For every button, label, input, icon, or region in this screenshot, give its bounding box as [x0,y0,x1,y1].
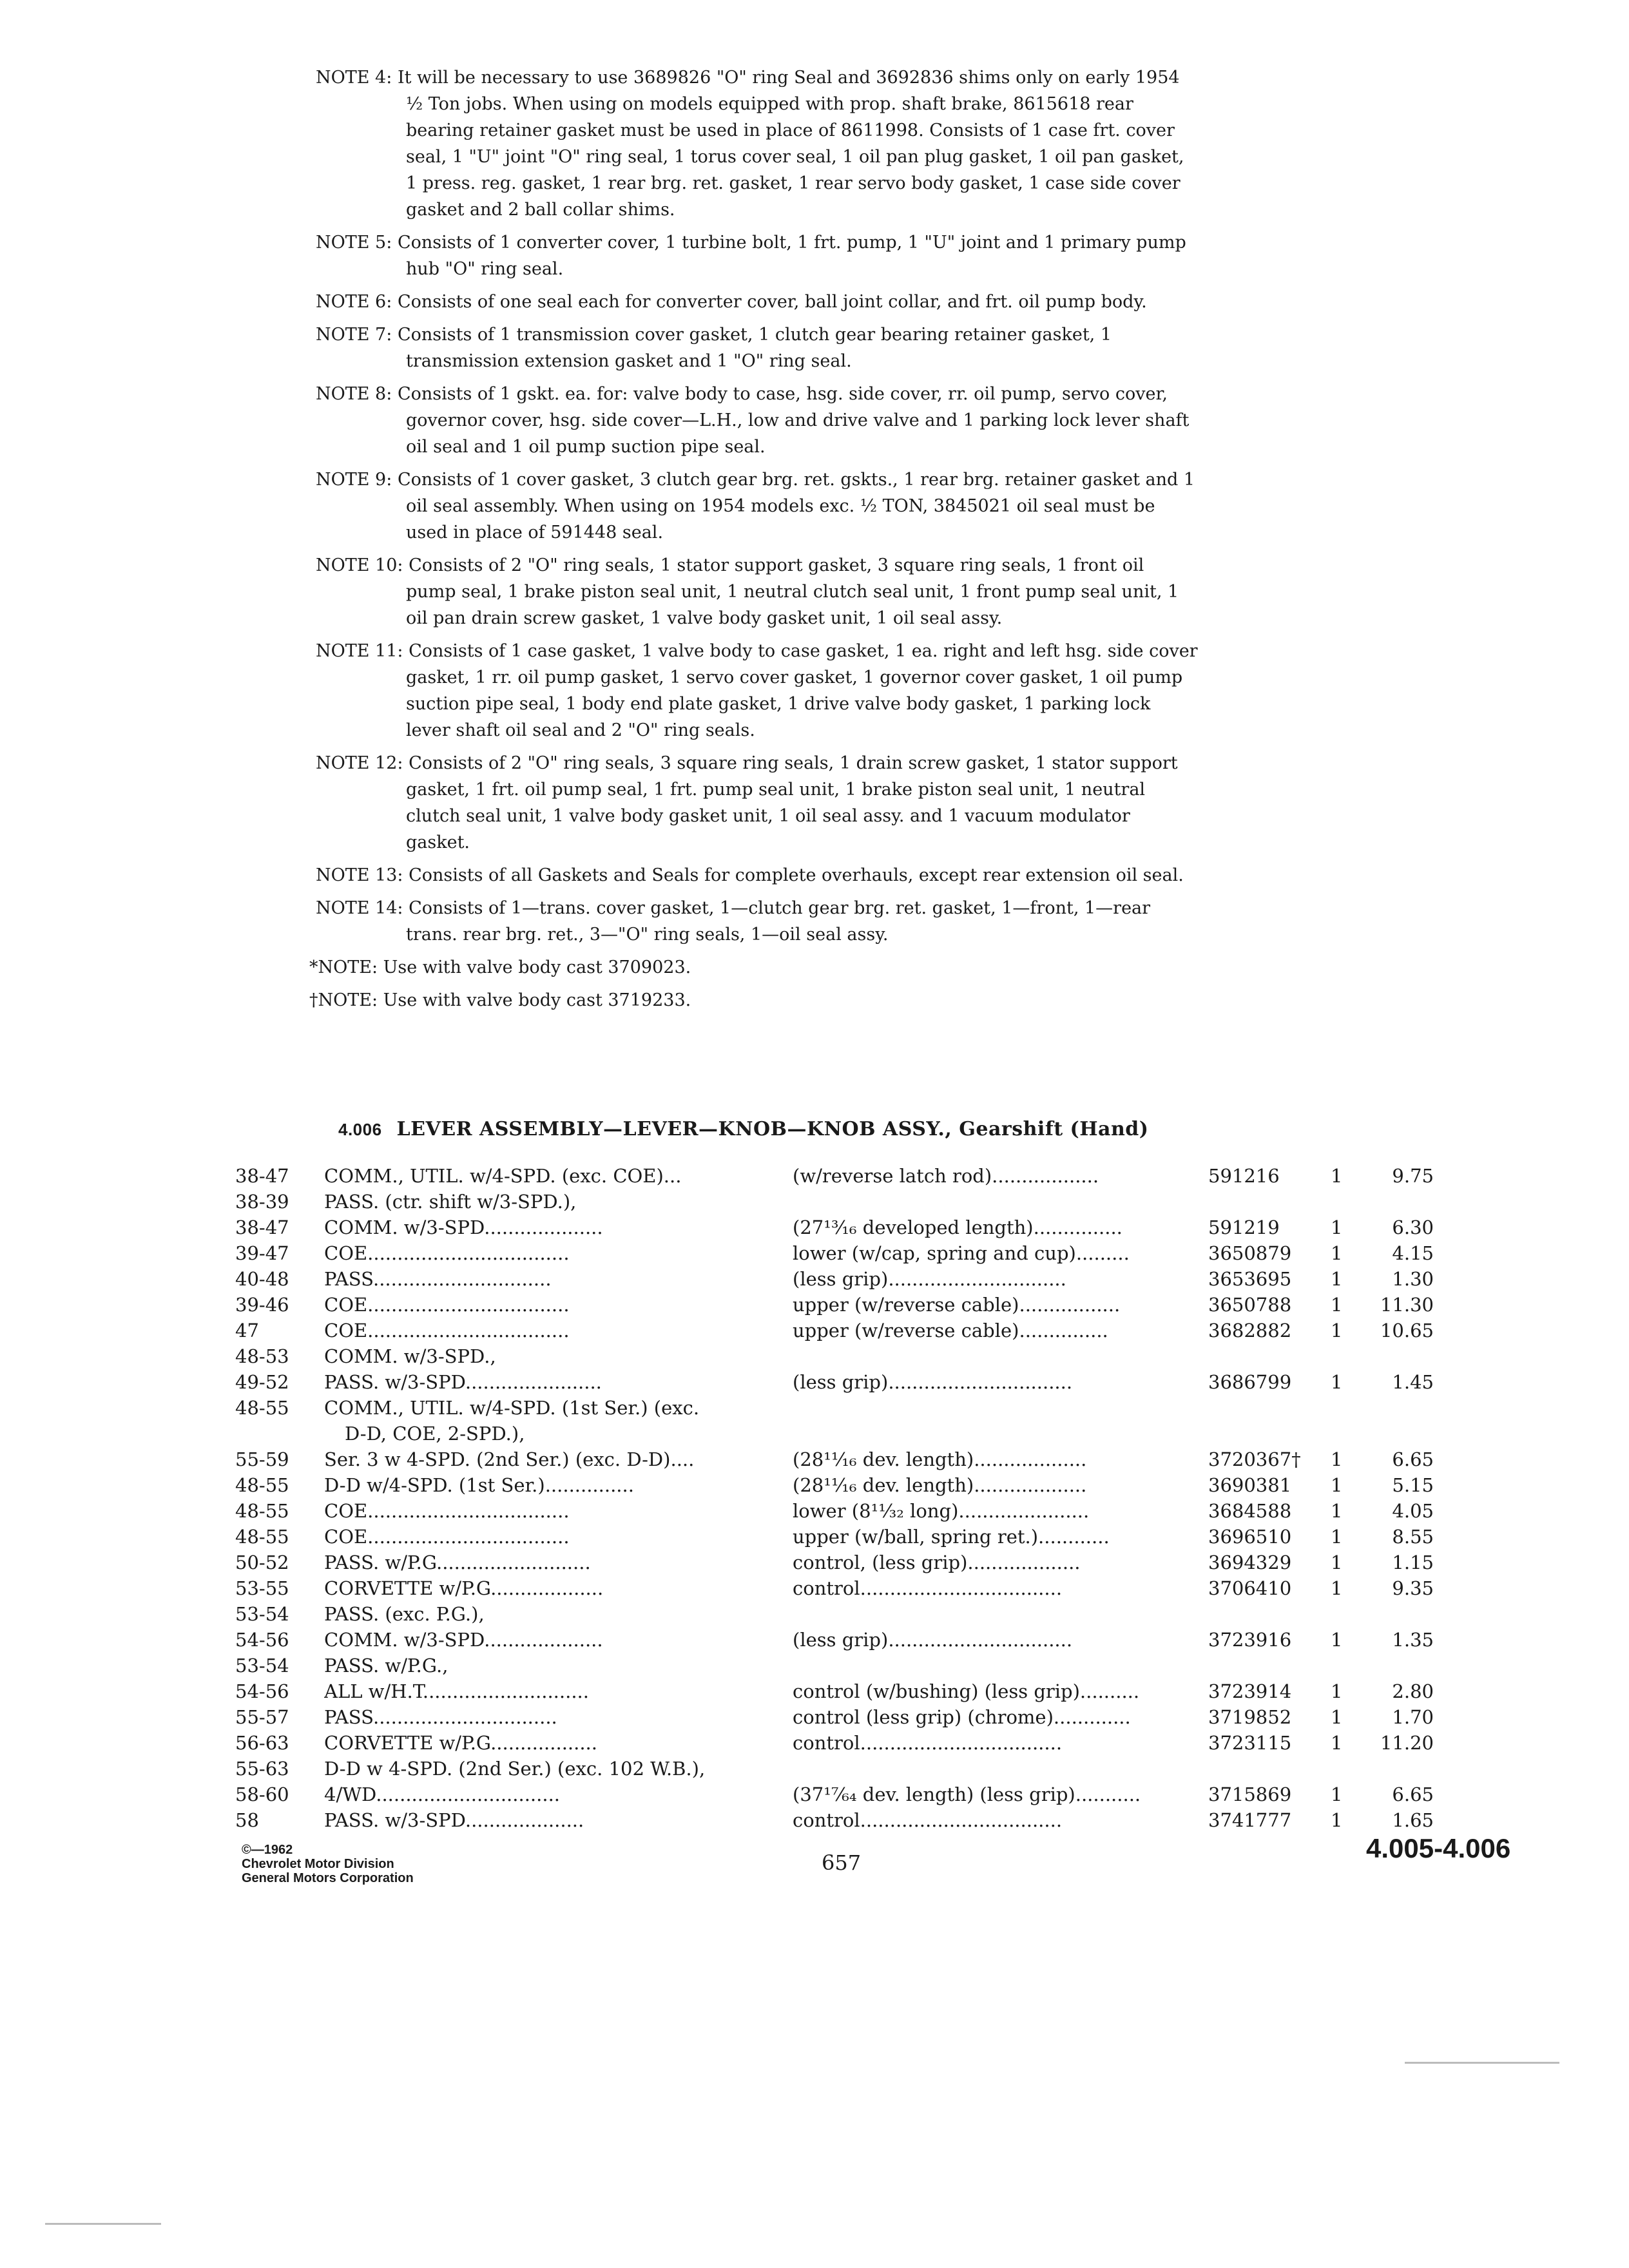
table-row [235,1421,1434,1446]
table-row [235,1472,1434,1498]
row-model: PASS. (exc. P.G.), [324,1603,485,1625]
row-quantity: 1 [1331,1500,1343,1522]
row-years: 39-47 [235,1242,289,1264]
row-quantity: 1 [1331,1680,1343,1702]
row-model: COMM. w/3-SPD.................... [324,1629,603,1651]
row-part-number: 3682882 [1208,1320,1292,1341]
row-years: 40-48 [235,1268,289,1290]
table-row [235,1395,1434,1421]
row-part-number: 3723916 [1208,1629,1292,1651]
copyright-block [242,1843,414,1885]
table-row [235,1730,1434,1756]
row-years: 47 [235,1320,259,1341]
note-item [316,289,1199,315]
row-description: (less grip)............................... [793,1371,1073,1393]
note-text: Use with valve body cast 3709023. [383,957,691,977]
row-part-number: 3696510 [1208,1526,1292,1548]
table-row [235,1240,1434,1266]
row-part-number: 3650788 [1208,1294,1292,1316]
row-description: lower (8¹¹⁄₃₂ long)...................... [793,1500,1090,1522]
row-description: upper (w/reverse cable)............... [793,1320,1108,1341]
note-text: Consists of 1 cover gasket, 3 clutch gear brg. ret. gskts., 1 rear brg. retainer gasket and 1 oil seal assembly. When using on 1954 models exc. ½ TON, 3845021 oil seal must be used in place of 591448 seal. [397,470,1195,543]
note-label: NOTE 5: [316,233,392,253]
row-years: 48-53 [235,1345,289,1367]
row-years: 54-56 [235,1680,289,1702]
note-item [316,895,1199,948]
row-price: 1.15 [1392,1552,1434,1573]
row-model: D-D, COE, 2-SPD.), [345,1423,525,1445]
row-quantity: 1 [1331,1552,1343,1573]
row-description: control.................................. [793,1577,1063,1599]
row-years: 56-63 [235,1732,289,1754]
row-description: control (w/bushing) (less grip).......... [793,1680,1140,1702]
row-part-number: 3706410 [1208,1577,1292,1599]
note-text: Consists of one seal each for converter cover, ball joint collar, and frt. oil pump body. [397,292,1147,312]
row-part-number: 3719852 [1208,1706,1292,1728]
row-price: 8.55 [1392,1526,1434,1548]
row-description: (37¹⁷⁄₆₄ dev. length) (less grip)........... [793,1783,1141,1805]
row-part-number: 3723115 [1208,1732,1292,1754]
note-text: It will be necessary to use 3689826 "O" ring Seal and 3692836 shims only on early 1954 ½ Ton jobs. When using on models equipped with prop. shaft brake, 8615618 rear bearing retainer gasket must be used in place of 8611998. Consists of 1 case frt. cover seal, 1 "U" joint "O" ring seal, 1 torus cover seal, 1 oil pan plug gasket, 1 oil pan gasket, 1 press. reg. gasket, 1 rear brg. ret. gasket, 1 rear servo body gasket, 1 case side cover gasket and 2 ball collar shims. [397,68,1184,220]
row-part-number: 591216 [1208,1165,1280,1187]
row-price: 1.30 [1392,1268,1434,1290]
row-price: 4.15 [1392,1242,1434,1264]
row-years: 48-55 [235,1397,289,1419]
row-description: control (less grip) (chrome)............. [793,1706,1131,1728]
table-row [235,1756,1434,1782]
table-row [235,1524,1434,1550]
note-item [309,987,1199,1014]
note-label: NOTE 11: [316,641,403,661]
table-row [235,1550,1434,1575]
notes-block [309,64,1199,1020]
row-quantity: 1 [1331,1474,1343,1496]
row-description: (28¹¹⁄₁₆ dev. length)................... [793,1474,1087,1496]
row-description: upper (w/reverse cable)................. [793,1294,1121,1316]
row-years: 53-54 [235,1655,289,1677]
row-description: (less grip).............................. [793,1268,1066,1290]
row-years: 48-55 [235,1474,289,1496]
row-quantity: 1 [1331,1783,1343,1805]
note-label: NOTE 7: [316,325,392,345]
row-years: 58 [235,1809,259,1831]
note-text: Consists of 2 "O" ring seals, 1 stator support gasket, 3 square ring seals, 1 front oil pump seal, 1 brake piston seal unit, 1 neutral clutch seal unit, 1 front pump seal unit, 1 oil pan drain screw gasket, 1 valve body gasket unit, 1 oil seal assy. [406,555,1179,628]
row-years: 38-47 [235,1216,289,1238]
table-row [235,1653,1434,1678]
row-model: PASS.............................. [324,1268,552,1290]
note-item [316,229,1199,282]
row-years: 55-63 [235,1758,289,1780]
section-heading [338,1118,1148,1140]
note-text: Consists of 1 transmission cover gasket, 1 clutch gear bearing retainer gasket, 1 transmission extension gasket and 1 "O" ring seal. [397,325,1112,371]
row-price: 1.35 [1392,1629,1434,1651]
row-years: 58-60 [235,1783,289,1805]
table-row [235,1343,1434,1369]
row-model: PASS. w/3-SPD....................... [324,1371,602,1393]
row-years: 39-46 [235,1294,289,1316]
note-label: †NOTE: [309,990,378,1010]
row-part-number: 3690381 [1208,1474,1292,1496]
row-years: 53-54 [235,1603,289,1625]
note-label: NOTE 6: [316,292,392,312]
note-item [316,322,1199,374]
row-part-number: 3653695 [1208,1268,1292,1290]
row-part-number: 3650879 [1208,1242,1292,1264]
row-model: PASS. w/3-SPD.................... [324,1809,584,1831]
row-quantity: 1 [1331,1268,1343,1290]
row-model: Ser. 3 w 4-SPD. (2nd Ser.) (exc. D-D).... [324,1448,695,1470]
row-model: D-D w/4-SPD. (1st Ser.)............... [324,1474,634,1496]
row-model: COE.................................. [324,1320,570,1341]
note-text: Consists of 2 "O" ring seals, 3 square ring seals, 1 drain screw gasket, 1 stator support gasket, 1 frt. oil pump seal, 1 frt. pump seal unit, 1 brake piston seal unit, 1 neutral clutch seal unit, 1 valve body gasket unit, 1 oil seal assy. and 1 vacuum modulator gasket. [406,753,1178,852]
row-price: 2.80 [1392,1680,1434,1702]
row-years: 55-57 [235,1706,289,1728]
note-item [316,638,1199,744]
row-model: COE.................................. [324,1242,570,1264]
division-name: Chevrolet Motor Division [242,1857,394,1871]
note-item [316,64,1199,223]
row-description: (27¹³⁄₁₆ developed length)............... [793,1216,1123,1238]
section-number: 4.006 [338,1120,382,1139]
row-part-number: 3715869 [1208,1783,1292,1805]
row-part-number: 3720367† [1208,1448,1301,1470]
note-item [316,862,1199,889]
table-row [235,1782,1434,1807]
row-description: (less grip)............................... [793,1629,1073,1651]
row-model: ALL w/H.T............................ [324,1680,589,1702]
row-quantity: 1 [1331,1294,1343,1316]
row-price: 10.65 [1380,1320,1434,1341]
row-price: 6.30 [1392,1216,1434,1238]
row-model: PASS. w/P.G., [324,1655,448,1677]
table-row [235,1601,1434,1627]
row-description: (w/reverse latch rod).................. [793,1165,1099,1187]
note-item [316,381,1199,460]
row-quantity: 1 [1331,1216,1343,1238]
row-description: control.................................. [793,1809,1063,1831]
row-quantity: 1 [1331,1320,1343,1341]
row-model: COMM. w/3-SPD., [324,1345,496,1367]
note-label: NOTE 8: [316,384,392,404]
note-item [316,750,1199,856]
note-label: NOTE 12: [316,753,403,773]
page-number: 657 [822,1850,862,1875]
row-quantity: 1 [1331,1242,1343,1264]
table-row [235,1369,1434,1395]
scan-speck [45,2223,161,2225]
row-years: 49-52 [235,1371,289,1393]
row-price: 6.65 [1392,1448,1434,1470]
parts-table [235,1163,1434,1833]
note-item [316,466,1199,546]
row-part-number: 3694329 [1208,1552,1292,1573]
row-description: (28¹¹⁄₁₆ dev. length)................... [793,1448,1087,1470]
row-model: CORVETTE w/P.G................... [324,1577,604,1599]
table-row [235,1189,1434,1215]
row-model: COE.................................. [324,1294,570,1316]
row-years: 38-47 [235,1165,289,1187]
row-years: 55-59 [235,1448,289,1470]
row-quantity: 1 [1331,1165,1343,1187]
row-price: 5.15 [1392,1474,1434,1496]
row-price: 9.35 [1392,1577,1434,1599]
note-text: Consists of 1—trans. cover gasket, 1—clutch gear brg. ret. gasket, 1—front, 1—rear trans. rear brg. ret., 3—"O" ring seals, 1—oil seal assy. [406,898,1151,945]
row-description: control, (less grip)................... [793,1552,1081,1573]
row-model: CORVETTE w/P.G.................. [324,1732,597,1754]
row-model: COE.................................. [324,1500,570,1522]
table-row [235,1446,1434,1472]
note-text: Consists of 1 gskt. ea. for: valve body to case, hsg. side cover, rr. oil pump, servo cover, governor cover, hsg. side cover—L.H., low and drive valve and 1 parking lock lever shaft oil seal and 1 oil pump suction pipe seal. [397,384,1190,457]
note-label: NOTE 10: [316,555,403,575]
row-part-number: 3741777 [1208,1809,1292,1831]
table-row [235,1704,1434,1730]
table-row [235,1575,1434,1601]
row-quantity: 1 [1331,1448,1343,1470]
table-row [235,1318,1434,1343]
row-quantity: 1 [1331,1809,1343,1831]
row-price: 4.05 [1392,1500,1434,1522]
row-model: COMM. w/3-SPD.................... [324,1216,603,1238]
row-quantity: 1 [1331,1371,1343,1393]
note-label: NOTE 13: [316,865,403,885]
row-quantity: 1 [1331,1629,1343,1651]
row-model: D-D w 4-SPD. (2nd Ser.) (exc. 102 W.B.), [324,1758,706,1780]
note-text: Consists of 1 converter cover, 1 turbine bolt, 1 frt. pump, 1 "U" joint and 1 primary pump hub "O" ring seal. [397,233,1186,279]
scan-speck [1405,2062,1559,2064]
row-description: lower (w/cap, spring and cup)......... [793,1242,1130,1264]
copyright-year: ©—1962 [242,1843,293,1857]
note-item [316,552,1199,631]
note-label: *NOTE: [309,957,378,977]
note-text: Consists of 1 case gasket, 1 valve body to case gasket, 1 ea. right and left hsg. side cover gasket, 1 rr. oil pump gasket, 1 servo cover gasket, 1 governor cover gasket, 1 oil pump suction pipe seal, 1 body end plate gasket, 1 drive valve body gasket, 1 parking lock lever shaft oil seal and 2 "O" ring seals. [406,641,1198,740]
row-years: 53-55 [235,1577,289,1599]
row-part-number: 591219 [1208,1216,1280,1238]
section-subtitle: Gearshift (Hand) [959,1118,1149,1140]
table-row [235,1678,1434,1704]
row-price: 11.30 [1380,1294,1434,1316]
row-years: 48-55 [235,1500,289,1522]
table-row [235,1292,1434,1318]
row-quantity: 1 [1331,1732,1343,1754]
row-model: PASS. (ctr. shift w/3-SPD.), [324,1191,577,1213]
note-label: NOTE 14: [316,898,403,918]
table-row [235,1627,1434,1653]
row-part-number: 3686799 [1208,1371,1292,1393]
note-item [309,954,1199,981]
row-price: 1.70 [1392,1706,1434,1728]
row-description: upper (w/ball, spring ret.)............ [793,1526,1110,1548]
section-range: 4.005-4.006 [1366,1833,1511,1863]
row-quantity: 1 [1331,1706,1343,1728]
table-row [235,1163,1434,1189]
row-model: COE.................................. [324,1526,570,1548]
row-years: 50-52 [235,1552,289,1573]
corporation-name: General Motors Corporation [242,1871,414,1885]
table-row [235,1807,1434,1833]
table-row [235,1266,1434,1292]
row-price: 1.65 [1392,1809,1434,1831]
table-row [235,1498,1434,1524]
row-model: PASS............................... [324,1706,557,1728]
note-text: Use with valve body cast 3719233. [383,990,691,1010]
section-title-text: LEVER ASSEMBLY—LEVER—KNOB—KNOB ASSY., [396,1118,952,1140]
row-years: 54-56 [235,1629,289,1651]
row-model: PASS. w/P.G.......................... [324,1552,591,1573]
row-years: 48-55 [235,1526,289,1548]
row-price: 9.75 [1392,1165,1434,1187]
row-quantity: 1 [1331,1577,1343,1599]
row-quantity: 1 [1331,1526,1343,1548]
row-model: 4/WD............................... [324,1783,561,1805]
row-price: 6.65 [1392,1783,1434,1805]
row-part-number: 3684588 [1208,1500,1292,1522]
row-part-number: 3723914 [1208,1680,1292,1702]
note-label: NOTE 9: [316,470,392,490]
note-text: Consists of all Gaskets and Seals for complete overhauls, except rear extension oil seal. [409,865,1184,885]
note-label: NOTE 4: [316,68,392,88]
table-row [235,1215,1434,1240]
row-price: 1.45 [1392,1371,1434,1393]
row-price: 11.20 [1380,1732,1434,1754]
row-description: control.................................. [793,1732,1063,1754]
row-years: 38-39 [235,1191,289,1213]
row-model: COMM., UTIL. w/4-SPD. (1st Ser.) (exc. [324,1397,700,1419]
row-model: COMM., UTIL. w/4-SPD. (exc. COE)... [324,1165,682,1187]
